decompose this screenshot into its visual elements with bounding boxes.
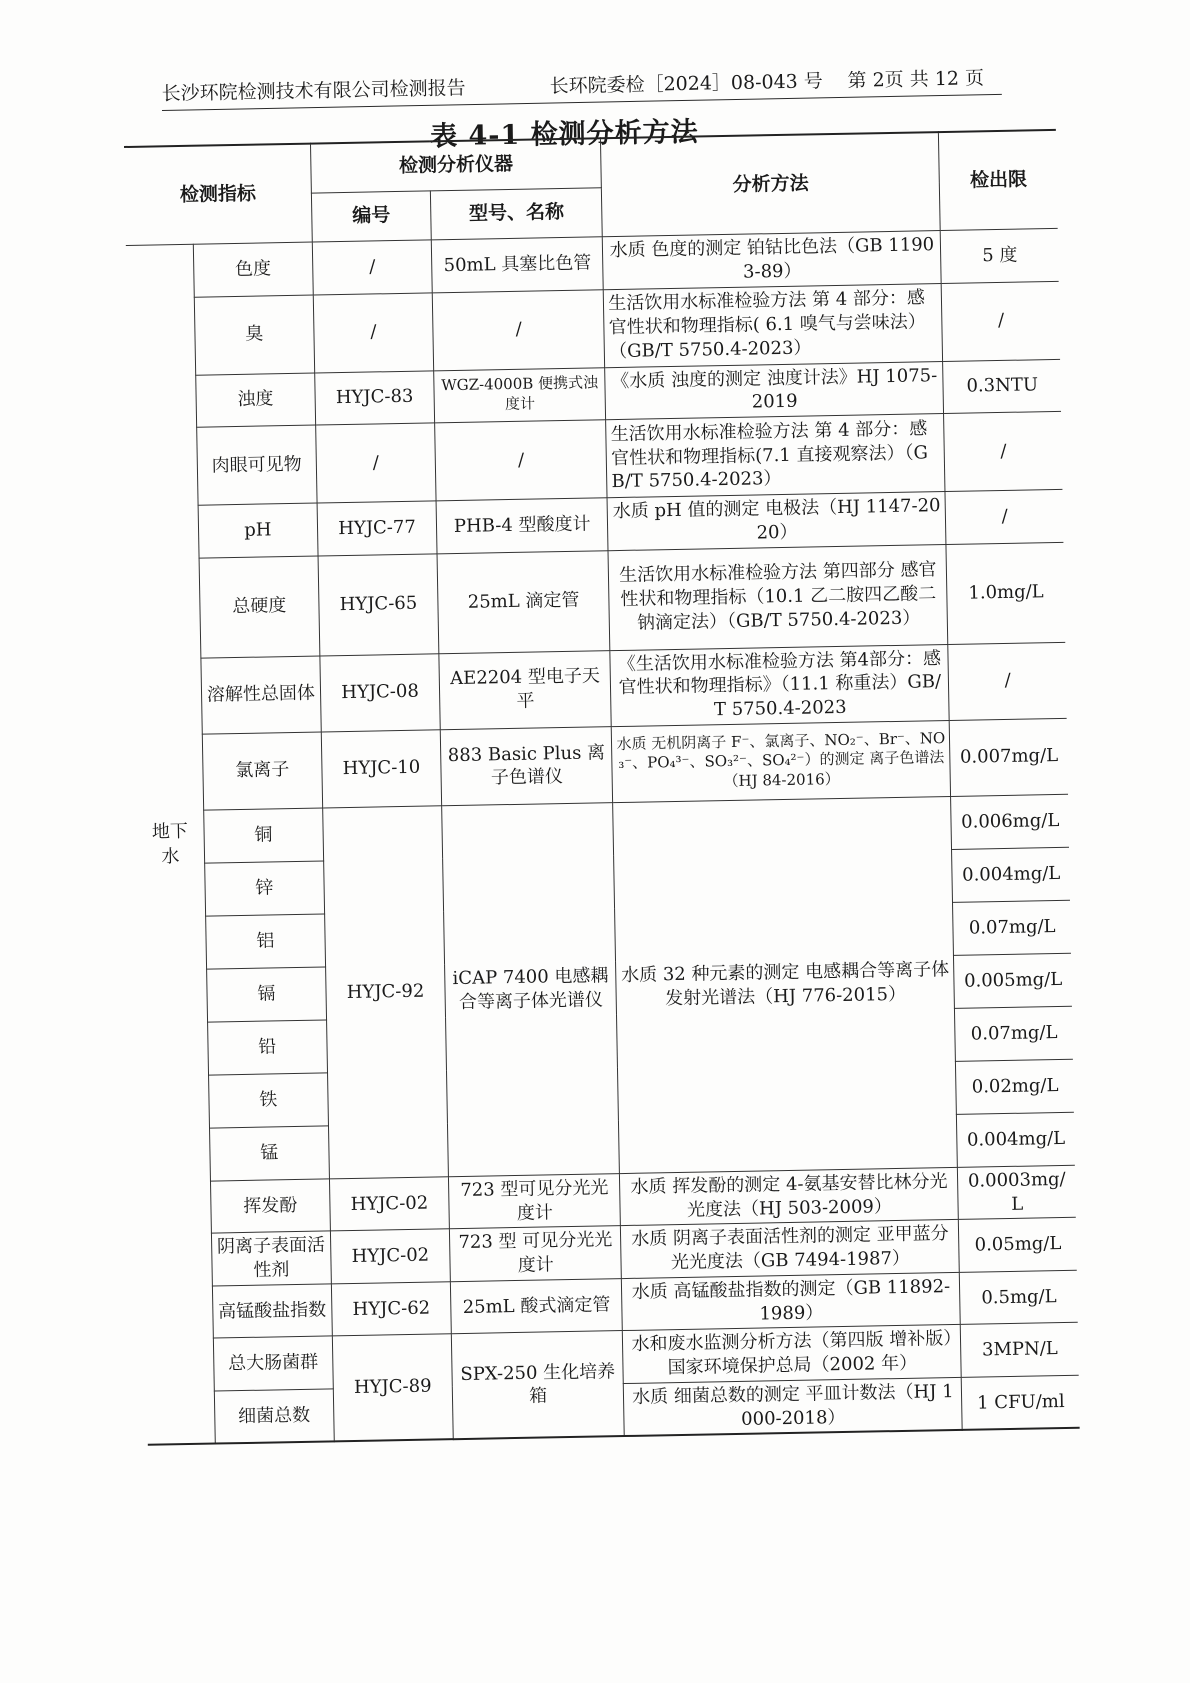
header-code: 编号 bbox=[311, 191, 431, 242]
company-name: 长沙环院检测技术有限公司检测报告 bbox=[161, 77, 466, 106]
method-cell: 水质 32 种元素的测定 电感耦合等离子体发射光谱法（HJ 776-2015） bbox=[613, 796, 958, 1173]
limit-cell: 0.05mg/L bbox=[959, 1217, 1077, 1272]
limit-cell: 5 度 bbox=[941, 228, 1059, 283]
limit-cell: 0.007mg/L bbox=[950, 718, 1068, 796]
model-cell: 50mL 具塞比色管 bbox=[431, 237, 603, 293]
limit-cell: 3MPN/L bbox=[961, 1322, 1079, 1377]
code-cell: HYJC-08 bbox=[320, 653, 441, 731]
limit-cell: 0.004mg/L bbox=[957, 1112, 1075, 1167]
method-cell: 水质 pH 值的测定 电极法（HJ 1147-2020） bbox=[607, 492, 946, 551]
model-cell: iCAP 7400 电感耦合等离子体光谱仪 bbox=[442, 802, 620, 1176]
code-cell: HYJC-10 bbox=[321, 730, 442, 808]
methods-table-wrapper bbox=[124, 129, 1080, 1446]
limit-cell: / bbox=[942, 281, 1060, 361]
method-cell: 水质 细菌总数的测定 平皿计数法（HJ 1000-2018） bbox=[624, 1377, 963, 1436]
model-cell: / bbox=[432, 289, 605, 370]
code-cell: / bbox=[316, 423, 437, 503]
limit-cell: 1 CFU/ml bbox=[962, 1375, 1080, 1430]
model-cell: 25mL 酸式滴定管 bbox=[450, 1278, 622, 1334]
indicator-cell: 铝 bbox=[205, 914, 325, 969]
model-cell: 25mL 滴定管 bbox=[437, 550, 610, 653]
limit-cell: 0.0003mg/L bbox=[958, 1165, 1076, 1220]
limit-cell: 0.07mg/L bbox=[953, 900, 1071, 955]
indicator-cell: 细菌总数 bbox=[214, 1389, 334, 1444]
limit-cell: 0.02mg/L bbox=[956, 1059, 1074, 1114]
limit-cell: / bbox=[944, 411, 1062, 491]
limit-cell: 0.006mg/L bbox=[951, 794, 1069, 849]
indicator-cell: 溶解性总固体 bbox=[201, 655, 322, 733]
method-cell: 水质 高锰酸盐指数的测定（GB 11892-1989） bbox=[622, 1272, 961, 1331]
indicator-cell: 锰 bbox=[209, 1126, 329, 1181]
header-limit: 检出限 bbox=[939, 130, 1058, 231]
indicator-cell: 浊度 bbox=[195, 373, 315, 428]
code-cell: / bbox=[312, 240, 432, 295]
methods-table bbox=[124, 129, 1080, 1446]
code-cell: / bbox=[313, 292, 434, 372]
model-cell: 723 型可见分光光度计 bbox=[449, 1173, 621, 1229]
category-line: 水 bbox=[161, 846, 180, 868]
page-indicator: 第 2页 共 12 页 bbox=[847, 67, 985, 92]
model-cell: / bbox=[435, 420, 608, 501]
limit-cell: 0.07mg/L bbox=[955, 1006, 1073, 1061]
method-cell: 水质 阴离子表面活性剂的测定 亚甲蓝分光光度法（GB 7494-1987） bbox=[621, 1220, 960, 1279]
indicator-cell: 镉 bbox=[206, 967, 326, 1022]
indicator-cell: 高锰酸盐指数 bbox=[212, 1284, 332, 1339]
header-instrument: 检测分析仪器 bbox=[310, 138, 601, 193]
indicator-cell: 色度 bbox=[193, 242, 313, 297]
indicator-cell: 阴离子表面活性剂 bbox=[211, 1231, 331, 1286]
indicator-cell: 总硬度 bbox=[199, 556, 320, 658]
report-number: 长环院委检［2024］08-043 号 bbox=[549, 70, 824, 98]
method-cell: 水质 挥发酚的测定 4-氨基安替比林分光光度法（HJ 503-2009） bbox=[620, 1167, 959, 1226]
indicator-cell: 挥发酚 bbox=[210, 1179, 330, 1234]
indicator-cell: pH bbox=[198, 503, 318, 558]
method-cell: 水和废水监测分析方法（第四版 增补版）国家环境保护总局（2002 年） bbox=[623, 1325, 962, 1384]
table-row bbox=[132, 542, 1066, 659]
indicator-cell: 肉眼可见物 bbox=[196, 425, 317, 505]
code-cell: HYJC-02 bbox=[329, 1176, 449, 1231]
method-cell: 《水质 浊度的测定 浊度计法》HJ 1075-2019 bbox=[605, 361, 944, 420]
model-cell: PHB-4 型酸度计 bbox=[436, 498, 608, 554]
code-cell: HYJC-89 bbox=[332, 1334, 453, 1442]
table-title: 表 4-1 检测分析方法 bbox=[429, 116, 699, 153]
method-cell: 生活饮用水标准检验方法 第 4 部分：感官性状和物理指标( 6.1 嗅气与尝味法）（GB/T 5750.4-2023） bbox=[604, 283, 943, 367]
model-cell: AE2204 型电子天平 bbox=[439, 650, 612, 729]
limit-cell: 1.0mg/L bbox=[946, 542, 1065, 644]
indicator-cell: 锌 bbox=[204, 861, 324, 916]
method-cell: 水质 无机阴离子 F⁻、氯离子、NO₂⁻、Br⁻、NO₃⁻、PO₄³⁻、SO₃²⁻、SO₄²⁻）的测定 离子色谱法（HJ 84-2016） bbox=[612, 720, 951, 802]
method-cell: 水质 色度的测定 铂钴比色法（GB 11903-89） bbox=[603, 231, 942, 290]
code-cell: HYJC-92 bbox=[323, 806, 449, 1179]
indicator-cell: 铁 bbox=[208, 1073, 328, 1128]
header-indicator: 检测指标 bbox=[124, 144, 312, 246]
model-cell: 723 型 可见分光光度计 bbox=[450, 1226, 622, 1282]
code-cell: HYJC-02 bbox=[330, 1229, 450, 1284]
limit-cell: 0.005mg/L bbox=[954, 953, 1072, 1008]
limit-cell: 0.5mg/L bbox=[960, 1270, 1078, 1325]
code-cell: HYJC-65 bbox=[318, 553, 439, 655]
method-cell: 《生活饮用水标准检验方法 第4部分：感官性状和物理指标》（11.1 称重法）GB/T 5750.4-2023 bbox=[610, 644, 949, 726]
limit-cell: / bbox=[948, 642, 1066, 720]
indicator-cell: 铜 bbox=[203, 808, 323, 863]
header-model: 型号、名称 bbox=[430, 188, 602, 240]
page-header bbox=[161, 48, 1002, 111]
limit-cell: 0.3NTU bbox=[943, 359, 1061, 414]
limit-cell: / bbox=[945, 489, 1063, 544]
indicator-cell: 臭 bbox=[194, 295, 315, 375]
limit-cell: 0.004mg/L bbox=[952, 847, 1070, 902]
header-method: 分析方法 bbox=[601, 132, 941, 237]
indicator-cell: 氯离子 bbox=[202, 732, 323, 810]
model-cell: 883 Basic Plus 离子色谱仪 bbox=[440, 726, 613, 805]
model-cell: SPX-250 生化培养箱 bbox=[451, 1331, 624, 1440]
method-cell: 生活饮用水标准检验方法 第四部分 感官性状和物理指标（10.1 乙二胺四乙酸二钠滴定法）（GB/T 5750.4-2023） bbox=[608, 544, 948, 650]
indicator-cell: 铅 bbox=[207, 1020, 327, 1075]
method-cell: 生活饮用水标准检验方法 第 4 部分：感官性状和物理指标(7.1 直接观察法）（GB/T 5750.4-2023） bbox=[606, 414, 945, 498]
code-cell: HYJC-62 bbox=[331, 1281, 451, 1336]
code-cell: HYJC-83 bbox=[315, 370, 435, 425]
model-cell: WGZ-4000B 便携式浊度计 bbox=[434, 367, 606, 423]
code-cell: HYJC-77 bbox=[317, 501, 437, 556]
indicator-cell: 总大肠菌群 bbox=[213, 1336, 333, 1391]
category-line: 地下 bbox=[151, 820, 189, 843]
